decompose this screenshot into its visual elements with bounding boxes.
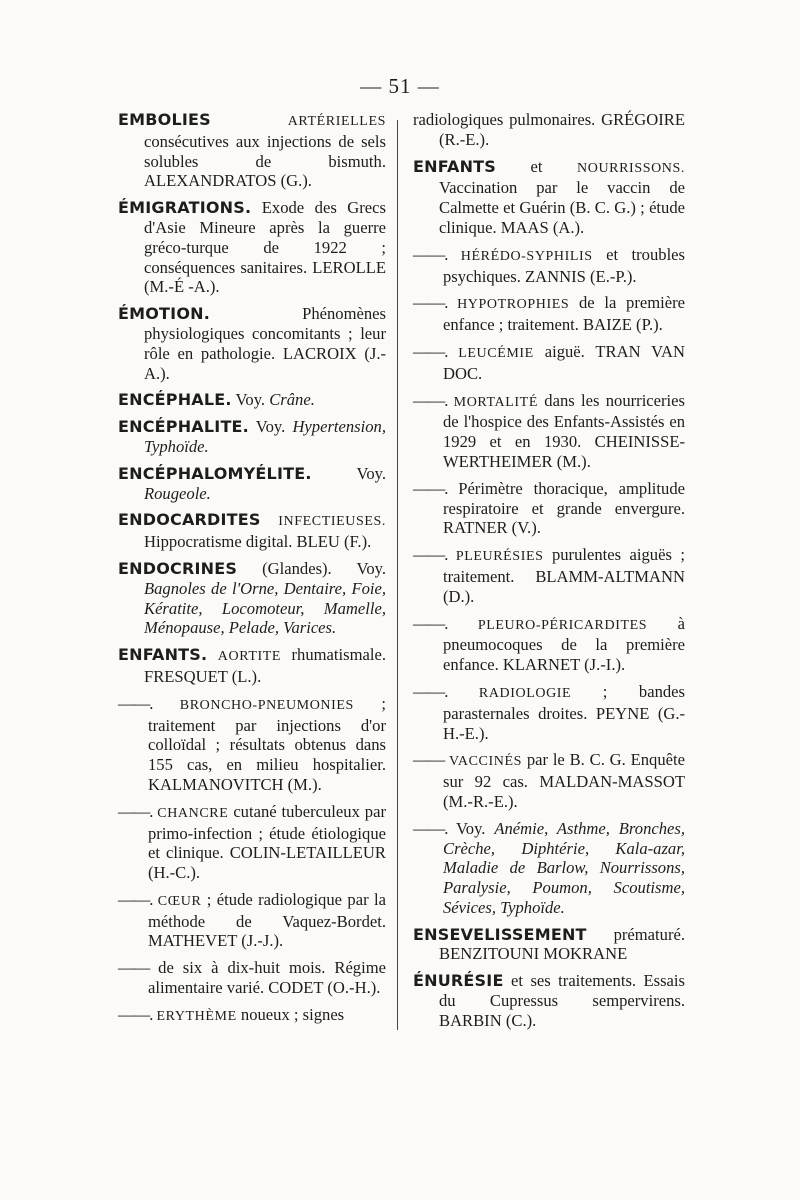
entry-smallcaps: PLEURO-PÉRICARDITES <box>477 617 648 633</box>
entry-dash: ——. <box>413 390 448 410</box>
entry-smallcaps: NOURRISSONS. <box>577 160 685 176</box>
index-entry <box>413 157 685 238</box>
entry-headword: ENCÉPHALITE. <box>118 417 249 437</box>
entry-smallcaps: VACCINÉS <box>449 754 523 770</box>
index-entry <box>118 694 386 795</box>
entry-italic: Crâne. <box>269 390 315 410</box>
index-entry <box>413 682 685 743</box>
entry-text: purulentes aiguës ; traitement. BLAMM-ALTMANN (D.). <box>443 545 685 606</box>
index-entry <box>413 293 685 335</box>
entry-text: Exode des Grecs d'Asie Mineure après la guerre gréco-turque de 1922 ; conséquences sanitaires. LEROLLE (M.-É -A.). <box>144 198 386 297</box>
entry-text: à pneumocoques de la première enfance. KLARNET (J.-I.). <box>443 613 685 675</box>
index-entry <box>118 958 386 998</box>
entry-text: Phénomènes physiologiques concomitants ; leur rôle en pathologie. LACROIX (J.-A.). <box>144 304 386 383</box>
entry-italic: Hypertension, Typhoïde. <box>144 417 386 456</box>
entry-text: de la première enfance ; traitement. BAIZE (P.). <box>443 293 686 335</box>
entry-dash: ——. <box>413 244 448 264</box>
entry-text: dans les nourriceries de l'hospice des Enfants-Assistés en 1929 et en 1930. CHEINISSE-WERTHEIMER (M.). <box>443 390 685 471</box>
entry-headword: ENDOCARDITES <box>118 510 261 530</box>
entry-smallcaps: BRONCHO-PNEUMONIES <box>179 697 354 713</box>
entry-headword: EMBOLIES <box>118 110 211 129</box>
entry-text: Hippocratisme digital. BLEU (F.). <box>144 532 372 552</box>
entry-smallcaps: ARTÉRIELLES <box>287 114 386 129</box>
entry-text: et ses traitements. Essais du Cupressus sempervirens. BARBIN (C.). <box>439 971 685 1030</box>
index-entry <box>413 971 685 1030</box>
entry-smallcaps: HÉRÉDO-SYPHILIS <box>460 248 593 264</box>
entry-text: radiologiques pulmonaires. GRÉGOIRE (R.-E.). <box>413 110 685 149</box>
entry-italic: Bagnoles de l'Orne, Dentaire, Foie, Kératite, Locomoteur, Mamelle, Ménopause, Pelade, Varices. <box>144 578 386 638</box>
entry-text: Voy. <box>248 417 293 437</box>
index-entry <box>118 417 386 457</box>
entry-smallcaps: HYPOTROPHIES <box>457 297 570 313</box>
entry-smallcaps: MORTALITÉ <box>453 394 538 410</box>
column-divider <box>397 120 398 1030</box>
entry-headword: ÉNURÉSIE <box>413 971 504 991</box>
entry-text: par le B. C. G. Enquête sur 92 cas. MALDAN-MASSOT (M.-R.-E.). <box>443 750 685 811</box>
index-entry <box>118 304 386 383</box>
index-entry <box>118 645 386 687</box>
entry-text: ; étude radiologique par la méthode de Vaquez-Bordet. MATHEVET (J.-J.). <box>148 889 386 951</box>
entry-smallcaps: PLEURÉSIES <box>455 549 544 565</box>
index-entry <box>413 342 685 384</box>
index-entry <box>118 890 386 951</box>
index-entry <box>118 464 386 504</box>
entry-smallcaps: CHANCRE <box>157 805 229 821</box>
entry-dash: ——. <box>413 818 448 838</box>
entry-headword: ENFANTS. <box>118 645 208 665</box>
entry-dash: ——. <box>118 693 153 713</box>
entry-text: et troubles psychiques. ZANNIS (E.-P.). <box>443 244 686 286</box>
entry-text: Voy. <box>231 390 270 410</box>
entry-headword: ENFANTS <box>413 156 497 176</box>
entry-text: aiguë. TRAN VAN DOC. <box>443 341 685 383</box>
entry-dash: ——. <box>118 1004 153 1024</box>
entry-dash: ——. <box>413 478 448 498</box>
entry-text: Voy. <box>311 463 386 483</box>
entry-headword: ENCÉPHALE. <box>118 390 232 410</box>
page-number: — 51 — <box>360 74 440 98</box>
index-entry <box>118 1005 386 1027</box>
entry-text: ; traitement par injections d'or colloïdal ; résultats obtenus dans 155 cas, en milieu hospitalier. KALMANOVITCH (M.). <box>148 693 386 794</box>
entry-headword: ENDOCRINES <box>118 558 238 578</box>
index-entry <box>413 391 685 472</box>
entry-dash: ——. <box>413 545 448 565</box>
index-entry <box>118 559 386 638</box>
right-column <box>413 110 685 1038</box>
index-entry <box>413 925 685 965</box>
index-entry <box>413 819 685 918</box>
entry-dash: ——. <box>413 341 448 361</box>
entry-headword: ENSEVELISSEMENT <box>413 924 587 944</box>
index-entry <box>413 245 685 287</box>
entry-text: consécutives aux injections de sels solubles de bismuth. ALEXANDRATOS (G.). <box>144 131 386 191</box>
entry-text: cutané tuberculeux par primo-infection ; étude étiologique et clinique. COLIN-LETAILLEUR (H.-C.). <box>148 801 386 883</box>
entry-text: ; bandes parasternales droites. PEYNE (G.-H.-E.). <box>443 681 685 743</box>
index-entry <box>118 198 386 297</box>
entry-smallcaps: RADIOLOGIE <box>478 685 572 701</box>
entry-text: noueux ; signes <box>236 1004 345 1024</box>
entry-text: rhumatismale. FRESQUET (L.). <box>144 645 386 686</box>
entry-text: Voy. <box>447 818 495 838</box>
entry-text: (Glandes). Voy. <box>237 558 386 578</box>
entry-text: prématuré. BENZITOUNI MOKRANE <box>439 924 685 964</box>
entry-smallcaps: CŒUR <box>157 893 202 909</box>
entry-smallcaps: ERYTHÈME <box>156 1008 237 1024</box>
entry-dash: ——. <box>413 681 448 701</box>
entry-text: Périmètre thoracique, amplitude respiratoire et grande envergure. RATNER (V.). <box>443 478 685 538</box>
index-entry <box>413 614 685 675</box>
entry-smallcaps: AORTITE <box>217 649 282 665</box>
index-entry <box>413 545 685 606</box>
entry-dash: ——. <box>118 889 153 909</box>
entry-italic: Anémie, Asthme, Bronches, Crèche, Diphtérie, Kala-azar, Maladie de Barlow, Nourrissons, Paralysie, Poumon, Scoutisme, Sévices, Typhoïde. <box>443 818 685 917</box>
entry-text: et <box>496 156 578 176</box>
index-entry <box>413 750 685 811</box>
entry-text: Vaccination par le vaccin de Calmette et Guérin (B. C. G.) ; étude clinique. MAAS (A.). <box>439 178 685 237</box>
entry-italic: Rougeole. <box>144 483 211 503</box>
index-entry <box>118 510 386 552</box>
entry-smallcaps: INFECTIEUSES. <box>278 514 386 530</box>
index-entry <box>413 110 685 150</box>
entry-headword: ÉMIGRATIONS. <box>118 198 252 218</box>
entry-dash: ——. <box>413 293 448 313</box>
entry-headword: ENCÉPHALOMYÉLITE. <box>118 463 312 483</box>
entry-dash: —— <box>118 958 150 978</box>
index-entry <box>118 390 386 410</box>
index-entry <box>413 479 685 538</box>
left-column <box>118 110 386 1034</box>
entry-smallcaps: LEUCÉMIE <box>458 345 534 361</box>
entry-dash: ——. <box>413 613 448 633</box>
index-entry <box>118 802 386 883</box>
entry-text: de six à dix-huit mois. Régime alimentaire varié. CODET (O.-H.). <box>148 958 386 998</box>
entry-dash: ——. <box>118 801 153 821</box>
entry-dash: —— <box>413 750 445 770</box>
index-entry <box>118 110 386 191</box>
entry-headword: ÉMOTION. <box>118 304 210 324</box>
